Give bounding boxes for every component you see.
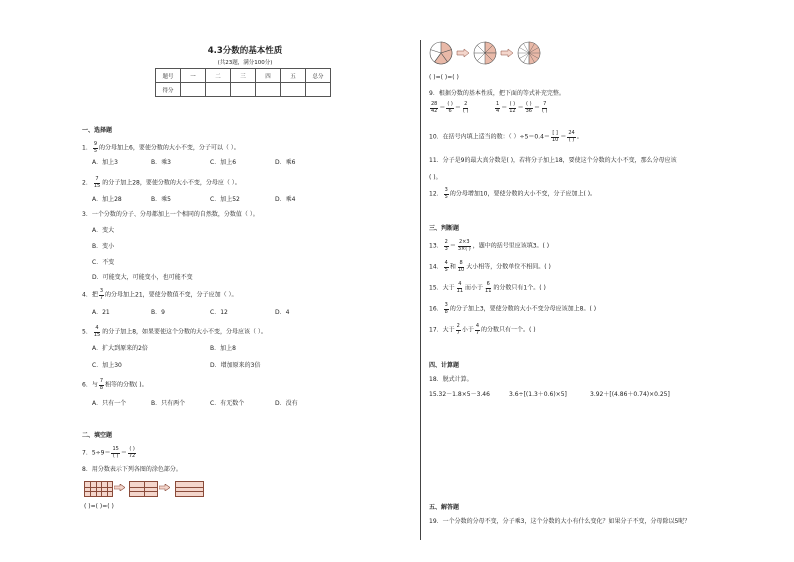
score-input-cell[interactable] <box>256 83 281 97</box>
grid-figure-2 <box>129 481 158 497</box>
column-divider <box>420 40 421 540</box>
question-1: 1． $\frac{9}{5}$ 的分母加上6，要使分数的大小不变，分子可以（ ）。 <box>82 141 240 154</box>
q2-option-b[interactable]: B．乘5 <box>151 196 171 203</box>
q1-option-a[interactable]: A．加上3 <box>92 159 118 166</box>
q6-option-d[interactable]: D．没有 <box>275 400 298 407</box>
q3-option-d[interactable]: D．可能变大，可能变小，也可能不变 <box>92 274 193 281</box>
question-13[interactable]: 13． $\frac{2}{3}$ ＝ $\frac{2\times 3}{3\times( )}$ ，题中的括号里应该填3。( ) <box>429 239 550 252</box>
q4-option-b[interactable]: B．9 <box>151 309 165 316</box>
q18-expression-3: 3.92＋[(4.86＋0.74)×0.25] <box>590 391 670 398</box>
score-table-score-row <box>156 83 331 97</box>
question-11-line-1: 11．分子是9的最大真分数是( )，若将分子加上18，要使这个分数的大小不变，那么分母应该 <box>429 157 677 164</box>
q18-expression-2: 3.6÷[(1.3＋0.6)×5] <box>509 391 567 398</box>
arrow-right-icon <box>457 49 469 57</box>
question-2: 2． $\frac{7}{15}$ 的分子加上28，要使分数的大小不变，分母应（ ）。 <box>82 176 241 189</box>
question-17[interactable]: 17．大于 $\frac{2}{7}$ 小于 $\frac{4}{7}$ 的分数只有一个。( ) <box>429 323 536 336</box>
question-7: 7．5÷9＝ $\frac{15}{( )}$ ＝ $\frac{( )}{72}$ <box>82 446 136 459</box>
q1-option-b[interactable]: B．乘3 <box>151 159 171 166</box>
q2-option-c[interactable]: C．加上52 <box>210 196 240 203</box>
q5-option-a[interactable]: A．扩大到原来的2倍 <box>92 345 148 352</box>
score-input-cell[interactable] <box>306 83 331 97</box>
section-heading-judge: 三、判断题 <box>429 225 460 232</box>
q1-option-c[interactable]: C．加上6 <box>210 159 237 166</box>
page-subtitle: (共23题，满分100分) <box>217 60 273 66</box>
score-cell: 三 <box>231 69 256 83</box>
score-input-cell[interactable] <box>181 83 206 97</box>
q6-option-c[interactable]: C．有无数个 <box>210 400 245 407</box>
fraction: $\frac{3}{7}$ <box>99 288 104 301</box>
q6-option-b[interactable]: B．只有两个 <box>151 400 186 407</box>
page-title: 4.3分数的基本性质 <box>207 46 283 56</box>
arrow-right-icon <box>501 49 513 57</box>
q18-expression-1: 15.32－1.8×5－3.46 <box>429 391 490 398</box>
score-input-cell[interactable] <box>231 83 256 97</box>
question-12[interactable]: 12． $\frac{3}{5}$ 的分母增加10，要使分数的大小不变，分子应加上( )。 <box>429 187 597 200</box>
score-cell: 一 <box>181 69 206 83</box>
fraction: $\frac{7}{15}$ <box>93 176 101 189</box>
q6-option-a[interactable]: A．只有一个 <box>92 400 127 407</box>
arrow-right-icon <box>159 484 170 491</box>
grid-figure-3 <box>175 481 204 497</box>
score-cell: 总分 <box>306 69 331 83</box>
question-16[interactable]: 16． $\frac{3}{8}$ 的分子加上3，要使分数的大小不变分母应该加上8。( ) <box>429 302 597 315</box>
fraction[interactable]: $\frac{15}{( )}$ <box>112 446 119 459</box>
score-cell: 题号 <box>156 69 181 83</box>
q3-option-a[interactable]: A．变大 <box>92 227 115 234</box>
fraction: $\frac{4}{15}$ <box>93 325 101 338</box>
question-9: 9．根据分数的基本性质，把下面的等式补充完整。 <box>429 90 565 97</box>
pie-figure-2 <box>474 42 496 64</box>
question-4: 4．把 $\frac{3}{7}$ 的分母加上21，要使分数值不变，分子应加（ ）。 <box>82 288 238 301</box>
pie-answer-blanks[interactable]: ( )=( )=( ) <box>429 74 459 81</box>
score-table-header-row <box>156 69 331 83</box>
score-input-cell[interactable] <box>206 83 231 97</box>
q4-option-c[interactable]: C．12 <box>210 309 228 316</box>
fraction[interactable]: $\frac{( )}{72}$ <box>128 446 136 459</box>
q4-option-a[interactable]: A．21 <box>92 309 110 316</box>
question-10[interactable]: 10．在括号内填上适当的数：（ ）÷5＝0.4＝ $\frac{[ ]}{10}$ ＝ $\frac{24}{( )}$ 。 <box>429 130 583 143</box>
question-5: 5． $\frac{4}{15}$ 的分子加上8，如果要使这个分数的大小不变，分母应该（ ）。 <box>82 325 267 338</box>
pie-figure-3 <box>518 42 540 64</box>
question-6: 6．与 $\frac{7}{8}$ 相等的分数( )。 <box>82 378 148 391</box>
question-11-line-2[interactable]: ( )。 <box>429 174 442 181</box>
q9-equation-b[interactable]: $\frac{1}{4}$ ＝ $\frac{( )}{12}$ ＝ $\frac{( )}{36}$ ＝ $\frac{7}{( )}$ <box>496 101 548 114</box>
question-15[interactable]: 15．大于 $\frac{4}{11}$ 而小于 $\frac{6}{11}$ 的分数只有1个。( ) <box>429 281 546 294</box>
q5-option-c[interactable]: C．加上30 <box>92 362 122 369</box>
q4-option-d[interactable]: D．4 <box>275 309 290 316</box>
score-input-cell[interactable] <box>281 83 306 97</box>
score-cell: 四 <box>256 69 281 83</box>
q9-equation-a[interactable]: $\frac{28}{42}$ ＝ $\frac{( )}{6}$ ＝ $\frac{2}{( )}$ <box>431 101 469 114</box>
q5-option-b[interactable]: B．加上8 <box>210 345 236 352</box>
fraction: $\frac{9}{5}$ <box>93 141 98 154</box>
q8-answer-blanks[interactable]: ( )=( )=( ) <box>84 503 114 510</box>
fraction: $\frac{7}{8}$ <box>99 378 104 391</box>
pie-figures <box>429 41 559 67</box>
score-cell: 二 <box>206 69 231 83</box>
arrow-right-icon <box>114 484 125 491</box>
q1-option-d[interactable]: D．乘6 <box>275 159 296 166</box>
section-heading-answer: 五、解答题 <box>429 504 460 511</box>
question-18: 18．脱式计算。 <box>429 376 473 383</box>
question-14[interactable]: 14． $\frac{4}{5}$ 和 $\frac{8}{10}$ 大小相等，分数单位不相同。( ) <box>429 260 551 273</box>
q5-option-d[interactable]: D．增加原来的3倍 <box>210 362 261 369</box>
q2-option-d[interactable]: D．乘4 <box>275 196 296 203</box>
question-19: 19．一个分数的分母不变，分子乘3，这个分数的大小有什么变化？如果分子不变，分母除以5呢？ <box>429 518 691 525</box>
score-table <box>155 68 331 97</box>
score-cell: 五 <box>281 69 306 83</box>
q2-option-a[interactable]: A．加上28 <box>92 196 122 203</box>
score-cell: 得分 <box>156 83 181 97</box>
q3-option-b[interactable]: B．变小 <box>92 243 115 250</box>
q3-option-c[interactable]: C．不变 <box>92 259 115 266</box>
grid-figure-1 <box>84 481 113 497</box>
pie-figure-1 <box>430 42 452 64</box>
question-3: 3．一个分数的分子、分母都加上一个相同的自然数，分数值（ ）。 <box>82 211 259 218</box>
question-8: 8．用分数表示下列各图的涂色部分。 <box>82 466 182 473</box>
section-heading-choice: 一、选择题 <box>82 127 113 134</box>
section-heading-fill: 二、填空题 <box>82 432 113 439</box>
section-heading-calc: 四、计算题 <box>429 362 460 369</box>
